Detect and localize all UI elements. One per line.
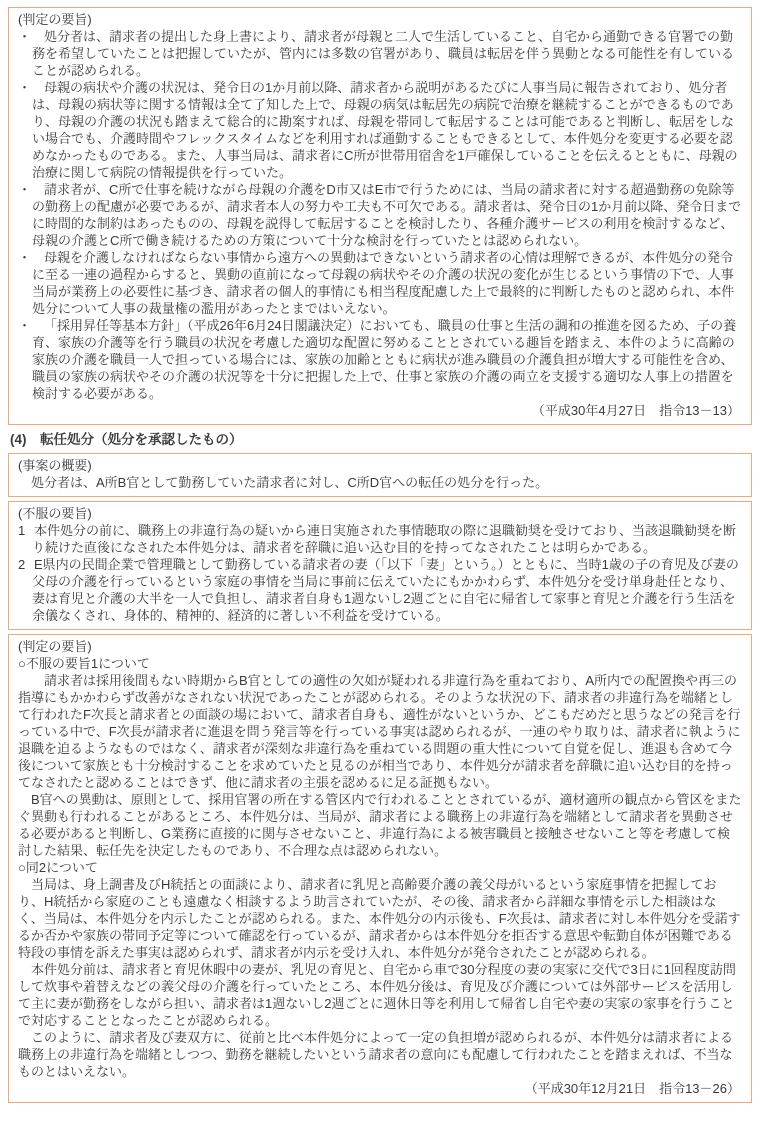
bullet-icon: ・ [18,182,32,197]
complaint-item-text: 本件処分の前に、職務上の非違行為の疑いから連日実施された事情聴取の際に退職勧奨を受けており、当該退職勧奨を断り続けた直後になされた本件処分は、請求者を辞職に追い込む目的を持ってなされたことは明らかである。 [32,523,737,555]
judgment-paragraph: 請求者は採用後間もない時期からB官としての適性の欠如が疑われる非違行為を重ねており、A所内での配置換や再三の指導にもかかわらず改善がなされない状況であったことが認められる。そのような状況の下、請求者の非違行為を端緒として行われたF次長と請求者との面談の場において、請求者自身も、適性がないというか、どこもだめだと思うなどの発言を行っている中で、F次長が請求者に進退を問う発言等を行っている事実は認められるが、一連のやり取りは、請求者に執ように退職を迫るようなものではなく、請求者が深刻な非違行為を重ねている問題の重大性について自覚を促し、進退も含めて今後について家族とも十分検討することを求めていたと見るのが相当であり、本件処分が請求者を辞職に追い込む目的を持ってなされたと認めることはできず、他に請求者の主張を認めるに足る証拠もない。 [18,673,741,790]
judgment-paragraph: 当局は、身上調書及びH統括との面談により、請求者に乳児と高齢要介護の義父母がいるという家庭事情を把握しており、H統括から家庭のことも遠慮なく相談するよう助言されていたが、その後、請求者から詳細な事情を示した相談はなく、当局は、本件処分を内示したことが認められる。また、本件処分の内示後も、F次長は、請求者に対し本件処分を受諾するか否かや家族の帯同予定等について確認を行っているが、請求者からは本件処分を拒否する意思や転勤自体が困難である特段の事情を訴えた事実は認められず、請求者が内示を受け入れ、本件処分が発令されたことが認められる。 [18,877,741,960]
judgment-heading: (判定の要旨) [18,639,92,654]
bullet-item [18,317,742,402]
section4-heading: (4) 転任処分（処分を承認したもの） [10,432,243,447]
judgment-subsection-title: ○不服の要旨1について [18,656,150,671]
bullet-icon: ・ [18,318,32,333]
bullet-icon: ・ [18,80,32,95]
item-number: 1 [18,523,26,538]
judgment-paragraph: 本件処分前は、請求者と育児休暇中の妻が、乳児の育児と、自宅から車で30分程度の妻の実家に交代で3日に1回程度訪問して炊事や着替えなどの義父母の介護を行っていたところ、本件処分後は、育児及び介護については外部サービスを活用して主に妻が勤務をしながら担い、請求者は1週ないし2週ごとに週休日等を利用して帰省し自宅や妻の実家の家事を行うことで対応することとなったことが認められる。 [18,962,736,1028]
bullet-text: 「採用昇任等基本方針」（平成26年6月24日閣議決定）においても、職員の仕事と生活の調和の推進を図るため、子の養育、家族の介護等を行う職員の状況を考慮した適切な配置に努めることとされている趣旨を踏まえ、本件のように高齢の家族の介護を職員一人で担っている場合には、家族の加齢とともに病状が進み職員の介護負担が増大する可能性を含め、職員の家族の病状やその介護の状況等を十分に把握した上で、仕事と家族の介護の両立を支援する適切な人事上の措置を検討する必要がある。 [32,318,737,401]
judgment-summary-box-prev [8,7,752,425]
decision-date-directive: （平成30年12月21日 指令13－26） [524,1081,740,1096]
bullet-icon: ・ [18,29,32,44]
item-number: 2 [18,557,26,572]
judgment-subsection-title: ○同2について [18,860,98,875]
judgment-summary-heading: (判定の要旨) [18,12,92,27]
bullet-item [18,28,742,79]
bullet-item [18,181,742,249]
bullet-text: 母親を介護しなければならない事情から遠方への異動はできないという請求者の心情は理解できるが、本件処分の発令に至る一連の過程からすると、異動の直前になって母親の病状やその介護の状況の変化が生じるという事情の下で、人事当局が業務上の必要性に基づき、請求者の個人的事情にも相当程度配慮した上で最終的に判断したものと認められ、本件処分について人事の裁量権の濫用があったとまではいえない。 [32,250,735,316]
judgment-paragraph: B官への異動は、原則として、採用官署の所在する管区内で行われることとされているが、適材適所の観点から管区をまたぐ異動も行われることがあるところ、本件処分は、当局が、請求者による職務上の非違行為を端緒として請求者を異動させる必要があると判断し、G業務に直接的に関与させないこと、非違行為による被害職員と接触させないこと等を考慮して検討した結果、転任先を決定したものであり、不合理な点は認められない。 [18,792,742,858]
bullet-item [18,79,742,181]
complaint-item-text: E県内の民間企業で管理職として勤務している請求者の妻（「以下「妻」という。）とともに、当時1歳の子の育児及び妻の父母の介護を行っているという家庭の事情を当局に事前に伝えていたにもかかわらず、本件処分を受け単身赴任となり、妻は育児と介護の大半を一人で負担し、請求者自身も1週ないし2週ごとに自宅に帰省して家事と育児と介護を行う生活を余儀なくされ、身体的、精神的、経済的に著しい不利益を受けている。 [32,557,739,623]
bullet-item [18,249,742,317]
judgment-paragraph: このように、請求者及び妻双方に、従前と比べ本件処分によって一定の負担増が認められるが、本件処分は請求者による職務上の非違行為を端緒としつつ、勤務を継続したいという請求者の意向にも配慮して行われたことを踏まえれば、不当なものとはいえない。 [18,1030,734,1079]
bullet-text: 請求者が、C所で仕事を続けながら母親の介護をD市又はE市で行うためには、当局の請求者に対する超過勤務の免除等の勤務上の配慮が必要であるが、請求者本人の努力や工夫も不可欠である。請求者は、発令日の1か月前以降、発令日までに時間的な制約はあったものの、母親を説得して転居することを検討したり、各種介護サービスの利用を検討するなど、母親の介護とC所で働き続けるための方策について十分な検討を行っていたとは認められない。 [32,182,742,248]
complaint-heading: (不服の要旨) [18,506,92,521]
case-summary-box [8,453,752,497]
bullet-icon: ・ [18,250,32,265]
bullet-text: 母親の病状や介護の状況は、発令日の1か月前以降、請求者から説明があるたびに人事当局に報告されており、処分者は、母親の病状等に関する情報は全て了知した上で、母親の病気は転居先の病院で治療を継続することができるものであり、母親の介護の状況も踏まえて総合的に勘案すれば、母親を帯同して転居することは可能であると判断し、転居をしない場合でも、介護時間やフレックスタイムなどを利用すれば通勤することもできるとして、本件処分を変更する必要を認めなかったものである。また、人事当局は、請求者にC所が世帯用宿舎を1戸確保していることを伝えるとともに、母親の治療に関して病院の情報提供を行っていた。 [32,80,738,180]
decision-date-directive: （平成30年4月27日 指令13－13） [531,403,740,418]
case-summary-body: 処分者は、A所B官として勤務していた請求者に対し、C所D官への転任の処分を行った。 [31,475,549,490]
complaint-item [18,522,742,556]
case-summary-heading: (事案の概要) [18,458,92,473]
complaint-item [18,556,742,624]
bullet-text: 処分者は、請求者の提出した身上書により、請求者が母親と二人で生活していること、自宅から通勤できる官署での勤務を希望していたことは把握していたが、管内には多数の官署があり、職員は転居を伴う異動となる可能性を有していることが認められる。 [32,29,735,78]
complaint-box [8,501,752,630]
judgment-box [8,634,752,1103]
